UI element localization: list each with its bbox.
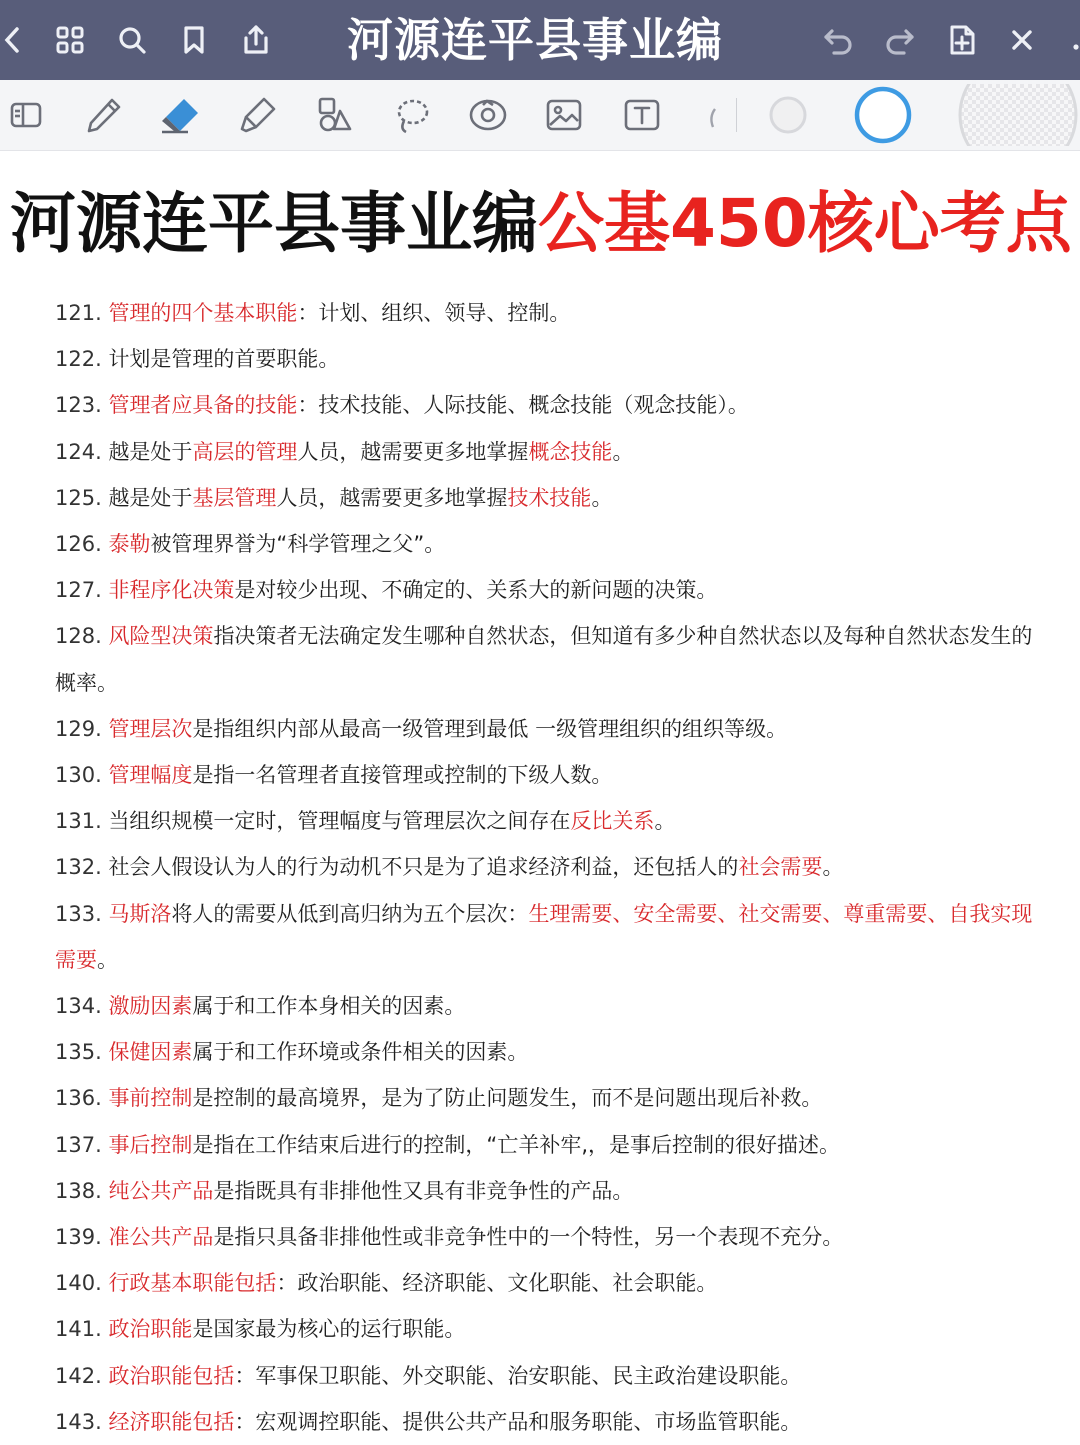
share-icon[interactable] <box>236 20 276 60</box>
page-title: 河源连平县事业编 <box>347 13 723 67</box>
list-item-125: 125. 越是处于基层管理人员，越需要更多地掌握技术技能。 <box>55 485 613 510</box>
list-item-136: 136. 事前控制是控制的最高境界，是为了防止问题发生，而不是问题出现后补救。 <box>55 1086 823 1111</box>
grid-icon[interactable] <box>50 20 90 60</box>
headline <box>10 178 1080 270</box>
list-item-135: 135. 保健因素属于和工作环境或条件相关的因素。 <box>55 1040 529 1065</box>
text-icon[interactable] <box>620 93 664 137</box>
list-item-124: 124. 越是处于高层的管理人员，越需要更多地掌握概念技能。 <box>55 439 634 464</box>
knowledge-list <box>55 290 1040 1445</box>
back-icon[interactable] <box>0 20 32 60</box>
list-item-127: 127. 非程序化决策是对较少出现、不确定的、关系大的新问题的决策。 <box>55 578 718 603</box>
more-icon[interactable] <box>1056 20 1080 60</box>
list-item-126: 126. 泰勒被管理界誉为“科学管理之父”。 <box>55 532 446 557</box>
lasso-icon[interactable] <box>390 93 434 137</box>
bookmark-icon[interactable] <box>174 20 214 60</box>
list-item-131: 131. 当组织规模一定时，管理幅度与管理层次之间存在反比关系。 <box>55 809 676 834</box>
undo-icon[interactable] <box>818 20 858 60</box>
list-item-128: 128. 风险型决策指决策者无法确定发生哪种自然状态，但知道有多少种自然状态以及每种自然状态发生的概率。 <box>55 624 1033 695</box>
list-item-140: 140. 行政基本职能包括：政治职能、经济职能、文化职能、社会职能。 <box>55 1271 718 1296</box>
close-icon[interactable] <box>1002 20 1042 60</box>
toolbar-divider <box>736 98 737 132</box>
image-icon[interactable] <box>542 93 586 137</box>
list-item-121: 121. 管理的四个基本职能：计划、组织、领导、控制。 <box>55 301 571 325</box>
color-circle-blue[interactable] <box>852 86 914 144</box>
list-item-137: 137. 事后控制是指在工作结束后进行的控制，“亡羊补牢,，是事后控制的很好描述。 <box>55 1132 840 1157</box>
list-item-123: 123. 管理者应具备的技能：技术技能、人际技能、概念技能（观念技能）。 <box>55 393 749 418</box>
layout-icon[interactable] <box>4 93 48 137</box>
headline-red: 公基450核心考点 <box>538 185 1072 262</box>
list-item-122: 122. 计划是管理的首要职能。 <box>55 347 340 372</box>
pen-toolbar <box>0 80 1080 151</box>
list-item-133: 133. 马斯洛将人的需要从低到高归纳为五个层次：生理需要、安全需要、社交需要、尊重需要、自我实现需要。 <box>55 901 1033 972</box>
color-dot-icon[interactable] <box>690 93 734 137</box>
list-item-138: 138. 纯公共产品是指既具有非排他性又具有非竞争性的产品。 <box>55 1178 634 1203</box>
shapes-icon[interactable] <box>312 93 356 137</box>
list-item-129: 129. 管理层次是指组织内部从最高一级管理到最低 一级管理组织的组织等级。 <box>55 716 788 741</box>
list-item-143: 143. 经济职能包括：宏观调控职能、提供公共产品和服务职能、市场监管职能。 <box>55 1409 802 1434</box>
eraser-icon[interactable] <box>158 93 202 137</box>
search-icon[interactable] <box>112 20 152 60</box>
color-circle-pattern[interactable] <box>956 84 1080 146</box>
color-circle-gray[interactable] <box>766 93 810 137</box>
add-page-icon[interactable] <box>942 20 982 60</box>
headline-black: 河源连平县事业编 <box>10 185 538 262</box>
list-item-139: 139. 准公共产品是指只具备非排他性或非竞争性中的一个特性，另一个表现不充分。 <box>55 1225 844 1250</box>
top-app-bar <box>0 0 1080 80</box>
sticker-icon[interactable] <box>466 93 510 137</box>
highlighter-icon[interactable] <box>236 93 280 137</box>
list-item-132: 132. 社会人假设认为人的行为动机不只是为了追求经济利益，还包括人的社会需要。 <box>55 855 844 880</box>
list-item-142: 142. 政治职能包括：军事保卫职能、外交职能、治安职能、民主政治建设职能。 <box>55 1363 802 1388</box>
pen-icon[interactable] <box>82 93 126 137</box>
list-item-130: 130. 管理幅度是指一名管理者直接管理或控制的下级人数。 <box>55 763 613 788</box>
redo-icon[interactable] <box>880 20 920 60</box>
list-item-141: 141. 政治职能是国家最为核心的运行职能。 <box>55 1317 466 1342</box>
list-item-134: 134. 激励因素属于和工作本身相关的因素。 <box>55 994 466 1019</box>
